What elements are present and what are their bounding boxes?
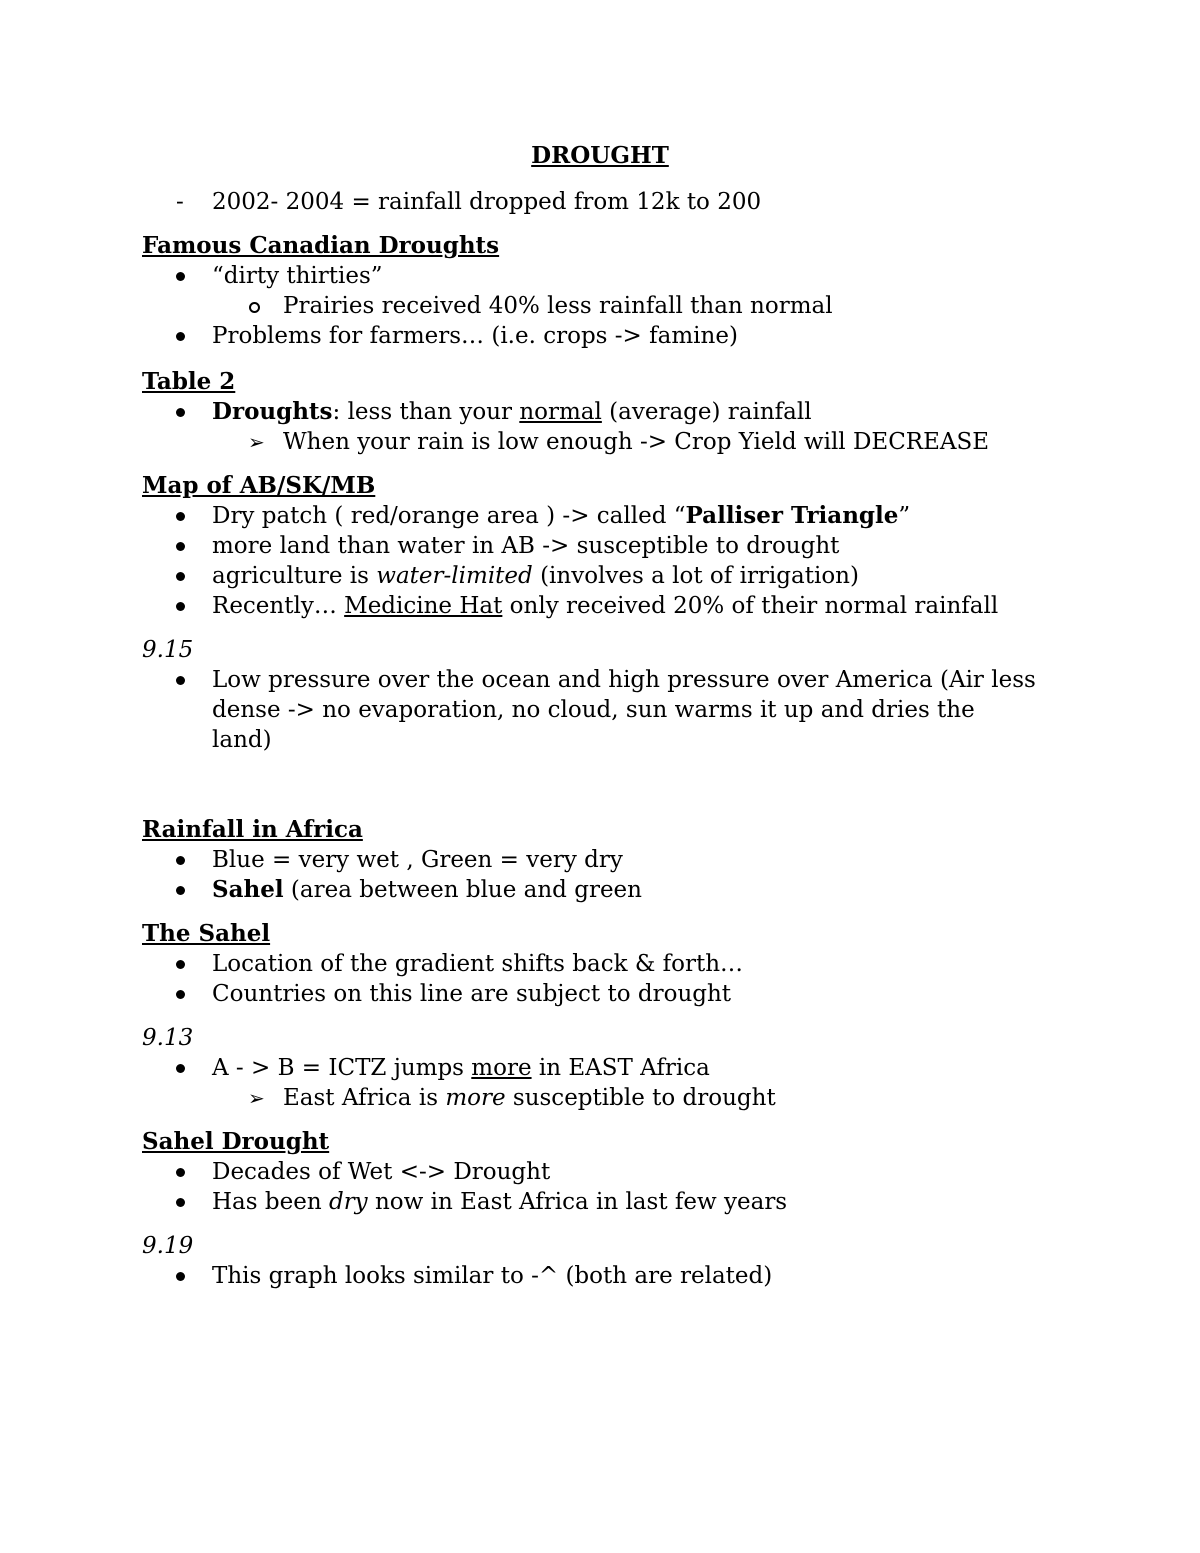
bold-term: Droughts — [212, 398, 333, 425]
intro-line: 2002- 2004 = rainfall dropped from 12k to 200 — [212, 189, 762, 215]
section-heading-map: Map of AB/SK/MB — [142, 472, 376, 499]
arrowhead-bullet-icon: ➢ — [248, 430, 265, 454]
ring-bullet-icon — [249, 302, 260, 313]
list-item — [212, 502, 910, 530]
list-item — [212, 876, 642, 904]
underlined-term: Medicine Hat — [344, 593, 503, 619]
list-item: This graph looks similar to -^ (both are related) — [212, 1263, 773, 1289]
bullet-icon — [176, 1064, 185, 1073]
italic-term: water-limited — [376, 563, 533, 589]
text-run: (average) rainfall — [601, 399, 812, 425]
text-run: Has been — [212, 1189, 329, 1215]
section-heading-famous-canadian-droughts: Famous Canadian Droughts — [142, 232, 500, 259]
text-run: Recently… — [212, 593, 345, 619]
bullet-icon — [176, 512, 185, 521]
list-item: more land than water in AB -> susceptible to drought — [212, 533, 840, 559]
italic-term: more — [445, 1085, 506, 1111]
figure-label-9-13: 9.13 — [142, 1025, 194, 1051]
italic-term: dry — [328, 1189, 368, 1215]
figure-label-9-19: 9.19 — [142, 1233, 194, 1259]
list-subitem — [283, 1084, 776, 1112]
text-run: A - > B = ICTZ jumps — [212, 1055, 472, 1081]
text-run: susceptible to drought — [505, 1085, 776, 1111]
bullet-icon — [176, 332, 185, 341]
figure-label-9-15: 9.15 — [142, 637, 194, 663]
bold-term: Palliser Triangle — [685, 502, 899, 529]
bullet-icon — [176, 1272, 185, 1281]
section-heading-table-2: Table 2 — [142, 368, 236, 395]
bullet-icon — [176, 572, 185, 581]
list-item: Blue = very wet , Green = very dry — [212, 847, 623, 873]
list-item: Decades of Wet <-> Drought — [212, 1159, 551, 1185]
text-run: (involves a lot of irrigation) — [532, 563, 859, 589]
bullet-icon — [176, 960, 185, 969]
list-item-line-2: dense -> no evaporation, no cloud, sun warms it up and dries the — [212, 697, 975, 723]
bullet-icon — [176, 676, 185, 685]
text-run: only received 20% of their normal rainfall — [502, 593, 999, 619]
list-item — [212, 1188, 787, 1216]
bullet-icon — [176, 990, 185, 999]
text-run: (area between blue and green — [283, 877, 642, 903]
list-item: Problems for farmers… (i.e. crops -> famine) — [212, 323, 738, 349]
bullet-icon — [176, 272, 185, 281]
list-item-line-1: Low pressure over the ocean and high pressure over America (Air less — [212, 667, 1036, 693]
text-run: : less than your — [332, 399, 520, 425]
bullet-icon — [176, 1168, 185, 1177]
list-item: Countries on this line are subject to drought — [212, 981, 732, 1007]
list-subitem: Prairies received 40% less rainfall than normal — [283, 293, 833, 319]
text-run: agriculture is — [212, 563, 377, 589]
bullet-icon — [176, 856, 185, 865]
document-title: DROUGHT — [531, 142, 669, 169]
text-run: now in East Africa in last few years — [367, 1189, 788, 1215]
list-item — [212, 592, 998, 620]
text-run: East Africa is — [283, 1085, 446, 1111]
bold-term: Sahel — [212, 876, 284, 903]
section-heading-the-sahel: The Sahel — [142, 920, 271, 947]
bullet-icon — [176, 602, 185, 611]
bullet-icon — [176, 408, 185, 417]
list-item — [212, 562, 859, 590]
underlined-term: more — [471, 1055, 532, 1081]
arrowhead-bullet-icon: ➢ — [248, 1086, 265, 1110]
bullet-icon — [176, 542, 185, 551]
list-subitem: When your rain is low enough -> Crop Yield will DECREASE — [283, 429, 990, 455]
list-item: Location of the gradient shifts back & forth… — [212, 951, 744, 977]
text-run: ” — [898, 503, 911, 529]
section-heading-rainfall-in-africa: Rainfall in Africa — [142, 816, 363, 843]
bullet-icon — [176, 886, 185, 895]
list-item — [212, 1054, 710, 1082]
list-item: “dirty thirties” — [212, 263, 383, 289]
text-run: Dry patch ( red/orange area ) -> called “ — [212, 503, 686, 529]
text-run: in EAST Africa — [531, 1055, 710, 1081]
list-item-line-3: land) — [212, 727, 272, 753]
list-item — [212, 398, 812, 426]
bullet-icon — [176, 1198, 185, 1207]
dash-marker: - — [176, 189, 184, 215]
section-heading-sahel-drought: Sahel Drought — [142, 1128, 330, 1155]
underlined-term: normal — [519, 399, 602, 425]
